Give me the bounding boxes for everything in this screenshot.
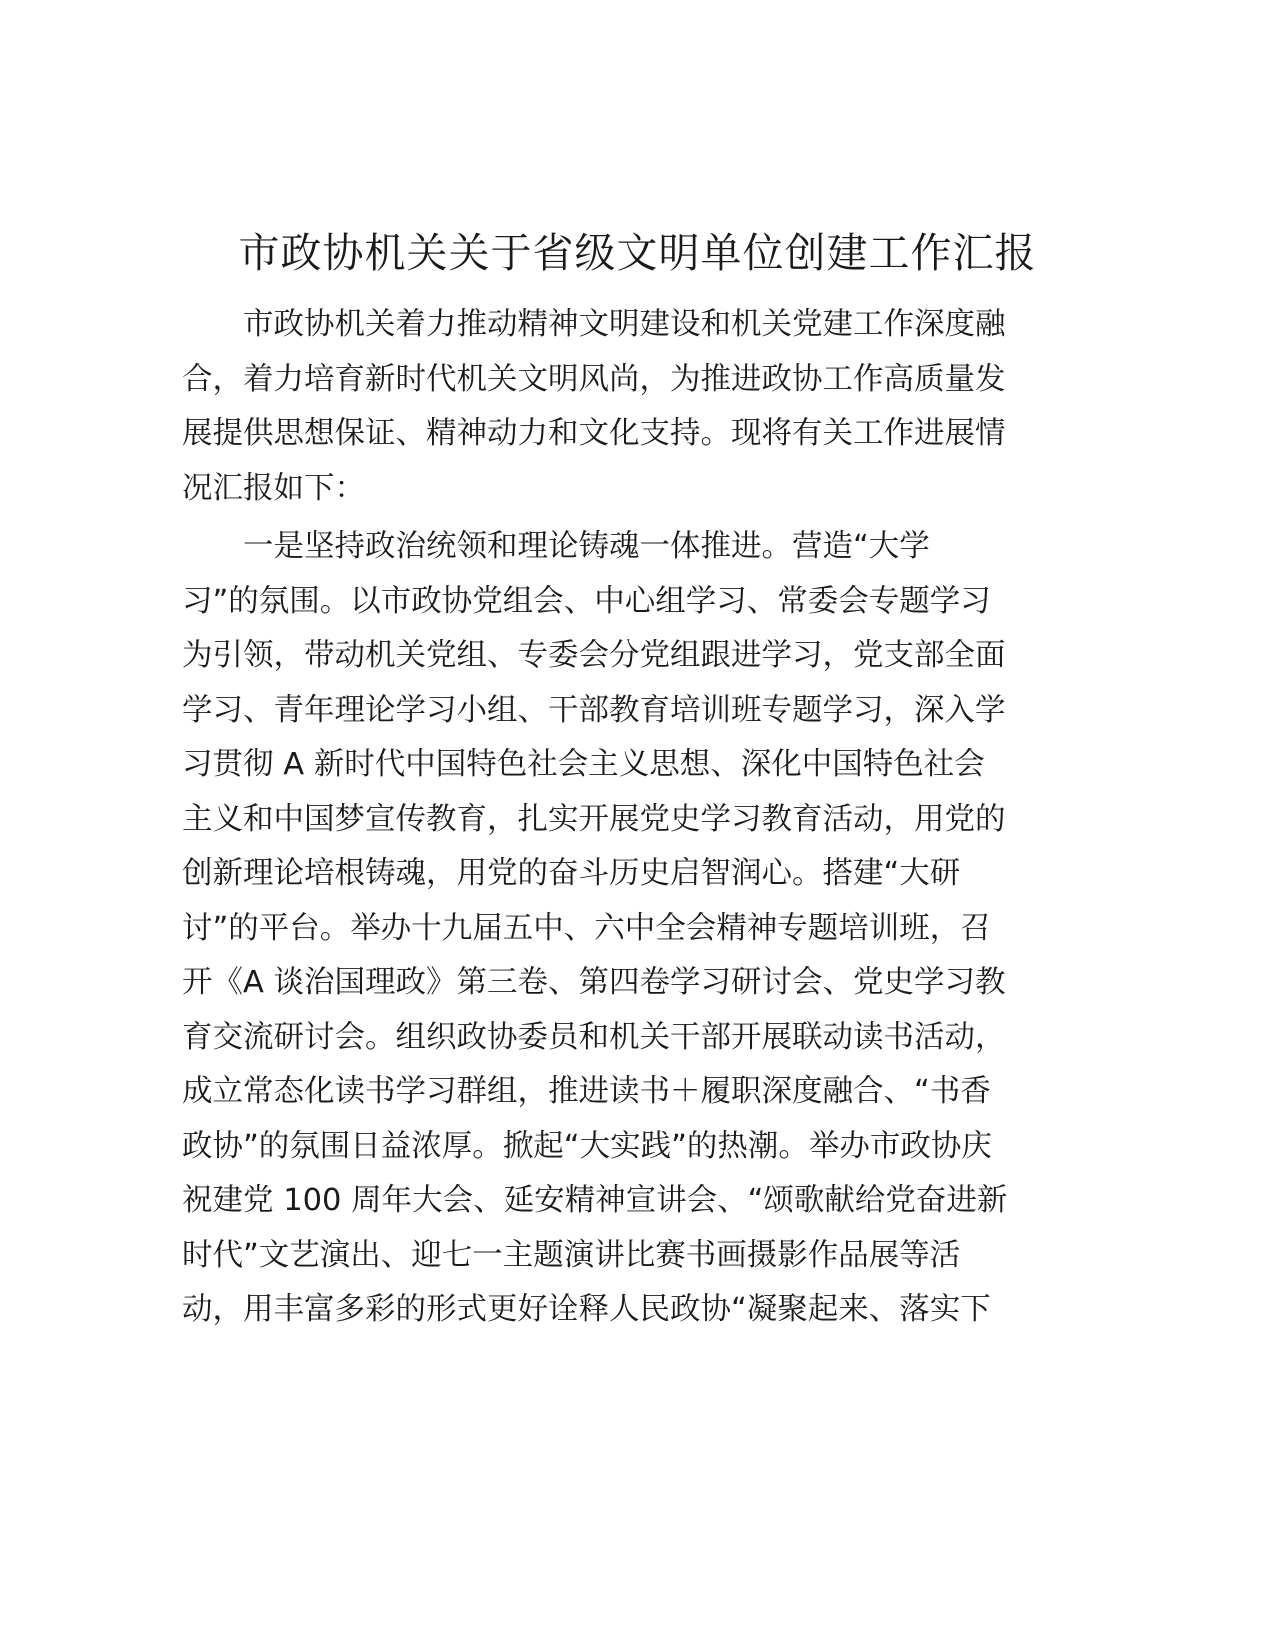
paragraph-line: 创新理论培根铸魂，用党的奋斗历史启智润心。搭建“大研 xyxy=(182,856,961,891)
paragraph-line: 讨”的平台。举办十九届五中、六中全会精神专题培训班，召 xyxy=(182,910,991,946)
paragraph-line: 况汇报如下： xyxy=(182,470,365,506)
paragraph-line: 一是坚持政治统领和理论铸魂一体推进。营造“大学 xyxy=(243,529,930,564)
document-title: 市政协机关关于省级文明单位创建工作汇报 xyxy=(238,229,1037,277)
paragraph-line: 主义和中国梦宣传教育，扎实开展党史学习教育活动，用党的 xyxy=(182,801,1006,837)
paragraph-line: 时代”文艺演出、迎七一主题演讲比赛书画摄影作品展等活 xyxy=(182,1237,961,1273)
paragraph-line: 动，用丰富多彩的形式更好诠释人民政协“凝聚起来、落实下 xyxy=(182,1292,991,1327)
section-one-paragraph xyxy=(182,520,1087,1338)
paragraph-line: 习”的氛围。以市政协党组会、中心组学习、常委会专题学习 xyxy=(182,583,991,619)
paragraph-line: 政协”的氛围日益浓厚。掀起“大实践”的热潮。举办市政协庆 xyxy=(182,1128,992,1164)
paragraph-line: 市政协机关着力推动精神文明建设和机关党建工作深度融 xyxy=(243,307,1006,342)
paragraph-line: 学习、青年理论学习小组、干部教育培训班专题学习，深入学 xyxy=(182,692,1006,728)
paragraph-line: 合，着力培育新时代机关文明风尚，为推进政协工作高质量发 xyxy=(182,361,1006,397)
paragraph-line: 习贯彻 A 新时代中国特色社会主义思想、深化中国特色社会 xyxy=(182,747,985,782)
paragraph-line: 展提供思想保证、精神动力和文化支持。现将有关工作进展情 xyxy=(182,416,1006,451)
paragraph-line: 育交流研讨会。组织政协委员和机关干部开展联动读书活动， xyxy=(182,1019,1006,1055)
paragraph-line: 为引领，带动机关党组、专委会分党组跟进学习，党支部全面 xyxy=(182,638,1006,673)
paragraph-line: 成立常态化读书学习群组，推进读书＋履职深度融合、“书香 xyxy=(182,1074,991,1109)
paragraph-line: 开《A 谈治国理政》第三卷、第四卷学习研讨会、党史学习教 xyxy=(182,965,1006,1000)
intro-paragraph xyxy=(182,298,1087,516)
paragraph-line: 祝建党 100 周年大会、延安精神宣讲会、“颂歌献给党奋进新 xyxy=(182,1183,1008,1218)
